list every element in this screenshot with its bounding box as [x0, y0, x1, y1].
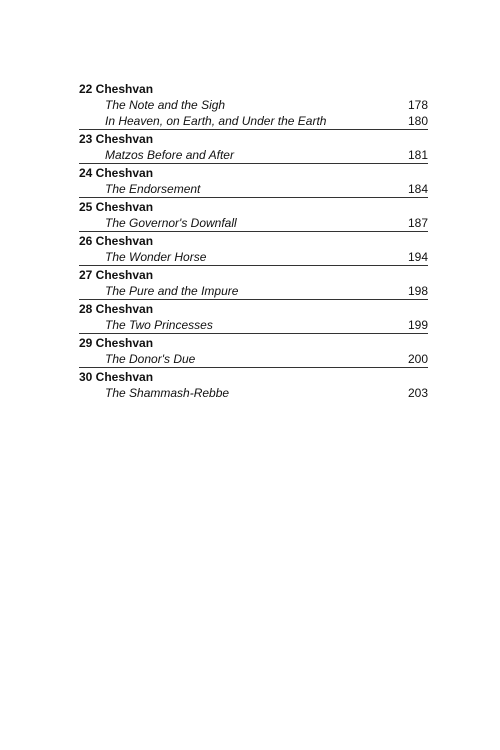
toc-section-24-cheshvan	[79, 164, 428, 198]
toc-section-22-cheshvan	[79, 80, 428, 130]
entry-page-number: 199	[407, 318, 428, 332]
entry-page-number: 184	[407, 182, 428, 196]
entry-title: The Two Princesses	[105, 318, 213, 332]
toc-entry[interactable]	[79, 147, 428, 163]
toc-entry[interactable]	[79, 181, 428, 197]
entry-page-number: 200	[407, 352, 428, 366]
entry-title: The Shammash-Rebbe	[105, 386, 230, 400]
table-of-contents	[79, 80, 428, 401]
toc-section-30-cheshvan	[79, 368, 428, 401]
toc-section-29-cheshvan	[79, 334, 428, 368]
entry-title: The Donor's Due	[105, 352, 196, 366]
entry-title: The Wonder Horse	[105, 250, 207, 264]
entry-page-number: 198	[407, 284, 428, 298]
entry-title: Matzos Before and After	[105, 148, 234, 162]
section-heading: 26 Cheshvan	[79, 234, 154, 248]
toc-entry[interactable]	[79, 249, 428, 265]
section-heading: 30 Cheshvan	[79, 370, 154, 384]
toc-entry[interactable]	[79, 385, 428, 401]
entry-page-number: 178	[407, 98, 428, 112]
entry-page-number: 180	[407, 114, 428, 128]
toc-entry[interactable]	[79, 351, 428, 367]
toc-section-28-cheshvan	[79, 300, 428, 334]
toc-section-23-cheshvan	[79, 130, 428, 164]
toc-entry[interactable]	[79, 113, 428, 129]
toc-entry[interactable]	[79, 215, 428, 231]
toc-entry[interactable]	[79, 283, 428, 299]
entry-title: The Governor's Downfall	[105, 216, 237, 230]
entry-page-number: 194	[407, 250, 428, 264]
section-heading: 23 Cheshvan	[79, 132, 154, 146]
toc-section-27-cheshvan	[79, 266, 428, 300]
entry-title: In Heaven, on Earth, and Under the Earth	[105, 114, 327, 128]
toc-entry[interactable]	[79, 97, 428, 113]
section-heading: 25 Cheshvan	[79, 200, 154, 214]
section-heading: 24 Cheshvan	[79, 166, 154, 180]
entry-title: The Pure and the Impure	[105, 284, 239, 298]
section-heading: 27 Cheshvan	[79, 268, 154, 282]
entry-title: The Endorsement	[105, 182, 201, 196]
toc-entry[interactable]	[79, 317, 428, 333]
entry-page-number: 181	[407, 148, 428, 162]
toc-section-26-cheshvan	[79, 232, 428, 266]
entry-page-number: 203	[407, 386, 428, 400]
section-heading: 29 Cheshvan	[79, 336, 154, 350]
section-heading: 28 Cheshvan	[79, 302, 154, 316]
entry-page-number: 187	[407, 216, 428, 230]
toc-section-25-cheshvan	[79, 198, 428, 232]
entry-title: The Note and the Sigh	[105, 98, 226, 112]
section-heading: 22 Cheshvan	[79, 82, 154, 96]
